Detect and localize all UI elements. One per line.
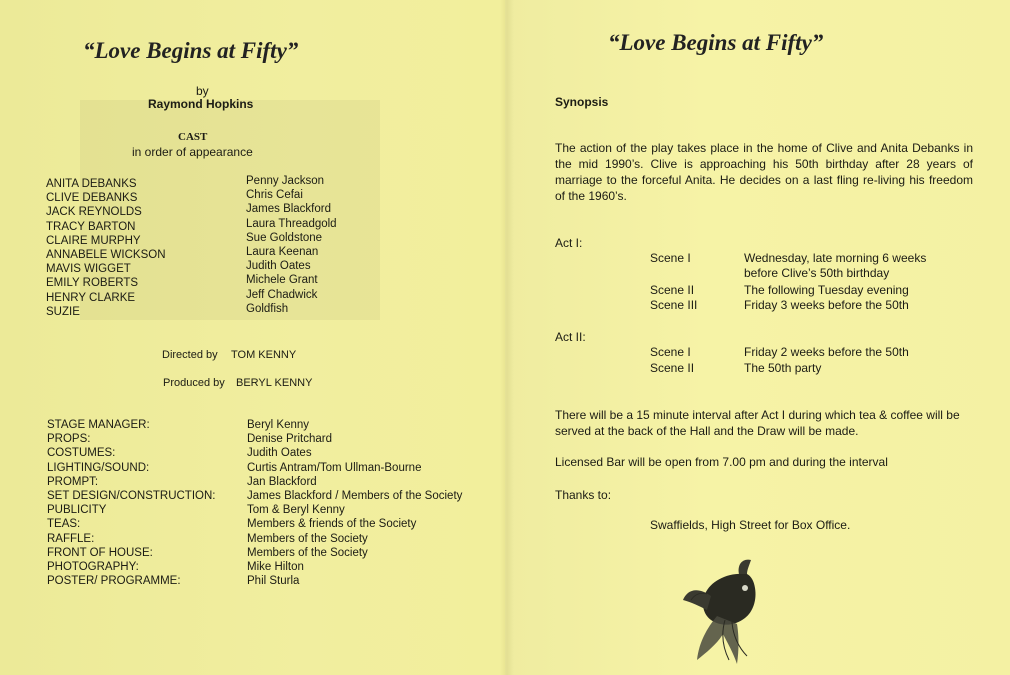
crew-name: James Blackford / Members of the Society [247,490,463,503]
crew-name: Members of the Society [247,546,368,559]
act1-scene-1-desc: Wednesday, late morning 6 weeks [744,251,927,265]
crew-role: PROMPT: [47,475,99,488]
crew-name: Members & friends of the Society [247,518,417,531]
act2-scene-2: Scene II [650,361,695,375]
directed-by-label: Directed by [162,349,218,361]
crew-role: STAGE MANAGER: [47,419,150,431]
cast-actor: Laura Keenan [246,246,319,259]
cast-role: EMILY ROBERTS [46,277,139,290]
goldfish-illustration [677,556,787,666]
director-name: TOM KENNY [231,349,297,361]
act1-scene-3: Scene III [650,298,698,312]
act1-scene-3-desc: Friday 3 weeks before the 50th [744,298,909,312]
cast-actor: Laura Threadgold [246,217,337,230]
cast-role: CLIVE DEBANKS [46,192,138,205]
act2-scene-2-desc: The 50th party [744,361,822,375]
cast-actor: James Blackford [246,203,332,216]
producer-name: BERYL KENNY [236,377,313,389]
cast-actor: Sue Goldstone [246,231,323,244]
left-title: “Love Begins at Fifty” [83,38,299,63]
crew-names [247,418,462,588]
interval-text: There will be a 15 minute interval after Act I during which tea & coffee will be served at the back of the Hall and the Draw will be made. [555,408,960,438]
crew-role: FRONT OF HOUSE: [47,546,153,559]
synopsis-heading: Synopsis [555,95,609,109]
crew-name: Beryl Kenny [247,419,310,431]
cast-roles [46,177,166,319]
crew-role: PHOTOGRAPHY: [47,561,139,574]
cast-role: MAVIS WIGGET [46,263,131,276]
cast-subheading: in order of appearance [132,145,253,159]
crew-name: Judith Oates [247,447,312,460]
crew-roles [47,418,215,588]
crew-role: LIGHTING/SOUND: [47,461,150,474]
bar-text: Licensed Bar will be open from 7.00 pm and during the interval [555,455,888,469]
act1-scene-2: Scene II [650,283,695,297]
cast-role: SUZIE [46,305,80,318]
cast-actor: Michele Grant [246,274,318,287]
crew-name: Phil Sturla [247,575,300,588]
page-fold [500,0,514,675]
crew-name: Curtis Antram/Tom Ullman-Bourne [247,461,422,474]
right-title: “Love Begins at Fifty” [608,30,824,55]
cast-actor: Goldfish [246,302,289,315]
cast-actor: Judith Oates [246,260,311,273]
thanks-label: Thanks to: [555,488,612,502]
cast-actor: Chris Cefai [246,189,303,202]
crew-name: Jan Blackford [247,475,317,488]
cast-actors [246,174,337,316]
thanks-text: Swaffields, High Street for Box Office. [650,518,851,532]
cast-role: ANITA DEBANKS [46,178,137,190]
crew-name: Denise Pritchard [247,433,333,446]
crew-name: Members of the Society [247,532,368,545]
author-name: Raymond Hopkins [148,97,254,111]
crew-name: Mike Hilton [247,561,304,574]
crew-role: POSTER/ PROGRAMME: [47,575,181,588]
crew-name: Tom & Beryl Kenny [247,504,345,517]
cast-role: HENRY CLARKE [46,291,136,304]
crew-role: SET DESIGN/CONSTRUCTION: [47,490,216,503]
act1-label: Act I: [555,236,583,250]
produced-by-label: Produced by [163,377,225,389]
crew-role: TEAS: [47,518,81,531]
cast-role: TRACY BARTON [46,220,136,233]
act2-label: Act II: [555,330,586,344]
cast-role: JACK REYNOLDS [46,206,142,219]
act1-scene-1-desc2: before Clive’s 50th birthday [744,266,890,280]
crew-role: COSTUMES: [47,447,116,460]
crew-role: PROPS: [47,433,91,446]
synopsis-text: The action of the play takes place in the home of Clive and Anita Debanks in the mid 1990’s. Clive is approaching his 50th birthday after 28 years of marriage to the forceful Anita. He decides on a last fling re-living his freedom of the 1960’s. [555,141,973,203]
crew-role: PUBLICITY [47,504,107,517]
cast-heading: CAST [178,131,208,143]
cast-role: CLAIRE MURPHY [46,234,141,247]
act1-scene-2-desc: The following Tuesday evening [744,283,909,297]
act2-scene-1-desc: Friday 2 weeks before the 50th [744,345,909,359]
act1-scene-1: Scene I [650,251,691,265]
act2-scene-1: Scene I [650,345,691,359]
cast-actor: Penny Jackson [246,175,324,187]
by-label: by [196,84,209,98]
cast-actor: Jeff Chadwick [246,288,318,301]
crew-role: RAFFLE: [47,532,95,545]
cast-role: ANNABELE WICKSON [46,249,166,262]
